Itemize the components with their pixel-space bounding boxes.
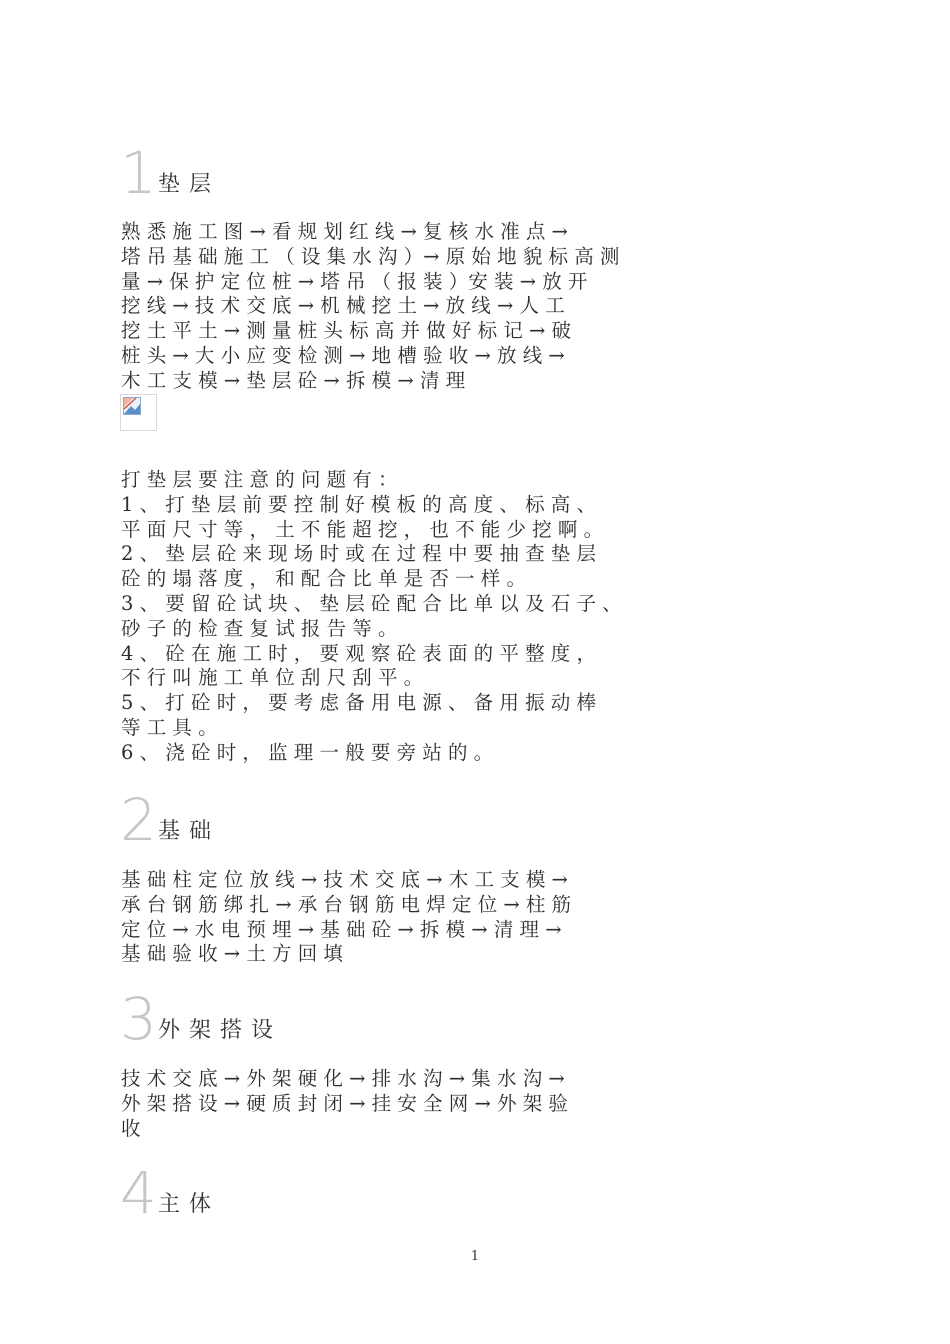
flow-line: 量 → 保 护 定 位 桩 → 塔 吊 （ 报 装 ）安 装 → 放 开 bbox=[121, 269, 588, 293]
section-3-heading bbox=[120, 985, 283, 1053]
flow-line: 外 架 搭 设 → 硬 质 封 闭 → 挂 安 全 网 → 外 架 验 bbox=[121, 1091, 568, 1115]
section-title: 基础 bbox=[158, 819, 221, 844]
notes-line: 等 工 具 。 bbox=[121, 715, 218, 739]
notes-line: 4 、 砼 在 施 工 时 ， 要 观 察 砼 表 面 的 平 整 度 ， bbox=[121, 641, 596, 665]
flow-line: 基 础 验 收 → 土 方 回 填 bbox=[121, 942, 343, 966]
section-number: 1 bbox=[120, 139, 157, 207]
section-4-heading bbox=[120, 1159, 221, 1227]
notes-line: 1 、 打 垫 层 前 要 控 制 好 模 板 的 高 度 、 标 高 、 bbox=[121, 492, 596, 516]
notes-line: 砼 的 塌 落 度 ， 和 配 合 比 单 是 否 一 样 。 bbox=[121, 567, 526, 591]
flow-line: 承 台 钢 筋 绑 扎 → 承 台 钢 筋 电 焊 定 位 → 柱 筋 bbox=[121, 892, 572, 916]
notes-line: 砂 子 的 检 查 复 试 报 告 等 。 bbox=[121, 616, 398, 640]
section-number: 4 bbox=[120, 1159, 157, 1227]
flow-line: 木 工 支 模 → 垫 层 砼 → 拆 模 → 清 理 bbox=[121, 368, 466, 392]
section-2-heading bbox=[120, 786, 221, 854]
broken-image-icon bbox=[123, 397, 141, 415]
image-placeholder bbox=[120, 394, 157, 431]
flow-line: 塔 吊 基 础 施 工 （ 设 集 水 沟 ）→ 原 始 地 貌 标 高 测 bbox=[121, 244, 620, 268]
section-2-flow bbox=[121, 868, 571, 967]
flow-line: 桩 头 → 大 小 应 变 检 测 → 地 槽 验 收 → 放 线 → bbox=[121, 343, 565, 367]
notes-line: 3 、 要 留 砼 试 块 、 垫 层 砼 配 合 比 单 以 及 石 子 、 bbox=[121, 591, 622, 615]
flow-line: 收 bbox=[121, 1116, 141, 1140]
section-title: 外架搭设 bbox=[158, 1018, 283, 1043]
notes-line: 打 垫 层 要 注 意 的 问 题 有 ： bbox=[121, 468, 398, 491]
flow-line: 熟 悉 施 工 图 → 看 规 划 红 线 → 复 核 水 准 点 → bbox=[121, 220, 568, 243]
notes-line: 2 、 垫 层 砼 来 现 场 时 或 在 过 程 中 要 抽 查 垫 层 bbox=[121, 542, 596, 566]
section-title: 主体 bbox=[158, 1192, 221, 1217]
page-number: 1 bbox=[470, 1249, 480, 1264]
section-number: 2 bbox=[120, 786, 157, 854]
flow-line: 基 础 柱 定 位 放 线 → 技 术 交 底 → 木 工 支 模 → bbox=[121, 868, 568, 891]
section-title: 垫层 bbox=[158, 172, 221, 197]
notes-line: 6 、 浇 砼 时 ， 监 理 一 般 要 旁 站 的 。 bbox=[121, 740, 494, 764]
section-number: 3 bbox=[120, 985, 157, 1053]
section-1-notes bbox=[121, 468, 622, 766]
notes-line: 5 、 打 砼 时 ， 要 考 虑 备 用 电 源 、 备 用 振 动 棒 bbox=[121, 691, 596, 715]
flow-line: 技 术 交 底 → 外 架 硬 化 → 排 水 沟 → 集 水 沟 → bbox=[121, 1067, 565, 1090]
section-1-flow bbox=[121, 220, 619, 394]
notes-line: 平 面 尺 寸 等 ， 土 不 能 超 挖 ， 也 不 能 少 挖 啊 。 bbox=[121, 517, 604, 541]
flow-line: 挖 线 → 技 术 交 底 → 机 械 挖 土 → 放 线 → 人 工 bbox=[121, 294, 565, 318]
flow-line: 挖 土 平 土 → 测 量 桩 头 标 高 并 做 好 标 记 → 破 bbox=[121, 319, 572, 343]
section-1-heading bbox=[120, 139, 221, 207]
section-3-flow bbox=[121, 1067, 568, 1141]
notes-line: 不 行 叫 施 工 单 位 刮 尺 刮 平 。 bbox=[121, 666, 424, 690]
flow-line: 定 位 → 水 电 预 埋 → 基 础 砼 → 拆 模 → 清 理 → bbox=[121, 917, 562, 941]
